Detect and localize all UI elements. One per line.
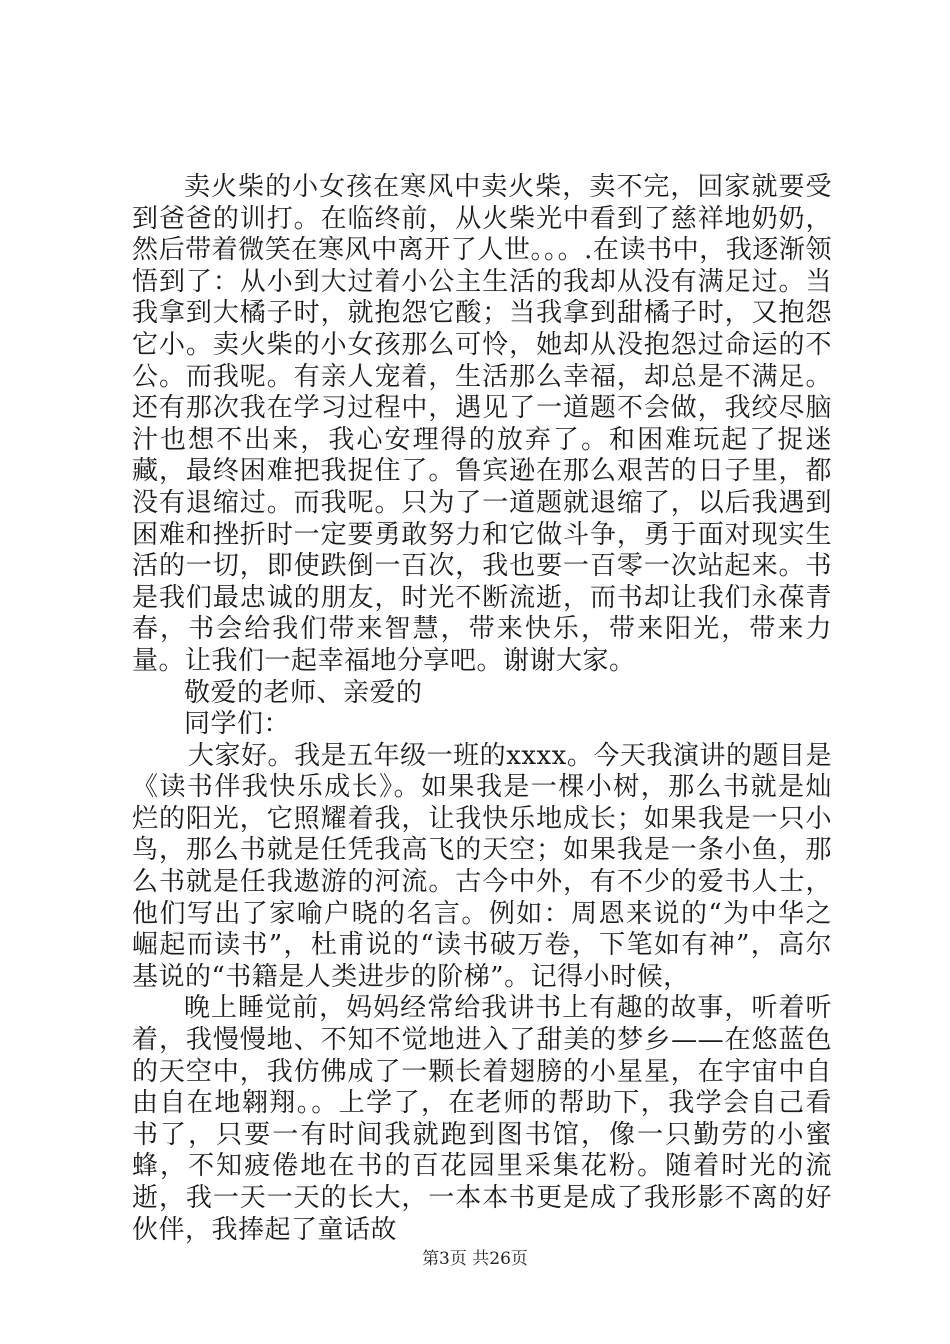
document-body xyxy=(132,172,832,1246)
paragraph-speech-intro: 大家好。我是五年级一班的xxxx。今天我演讲的题目是《读书伴我快乐成长》。如果我是一棵小树，那么书就是灿烂的阳光，它照耀着我，让我快乐地成长；如果我是一只小鸟，那么书就是任凭我高飞的天空；如果我是一条小鱼，那么书就是任我遨游的河流。古今中外，有不少的爱书人士，他们写出了家喻户晓的名言。例如：周恩来说的“为中华之崛起而读书”，杜甫说的“读书破万卷，下笔如有神”，高尔基说的“书籍是人类进步的阶梯”。记得小时候， xyxy=(132,740,832,992)
paragraph-childhood: 晚上睡觉前，妈妈经常给我讲书上有趣的故事，听着听着，我慢慢地、不知不觉地进入了甜美的梦乡——在悠蓝色的天空中，我仿佛成了一颗长着翅膀的小星星，在宇宙中自由自在地翱翔。。上学了，在老师的帮助下，我学会自己看书了，只要一有时间我就跑到图书馆，像一只勤劳的小蜜蜂，不知疲倦地在书的百花园里采集花粉。随着时光的流逝，我一天一天的长大，一本本书更是成了我形影不离的好伙伴，我捧起了童话故 xyxy=(132,993,832,1245)
salutation-line-2: 同学们： xyxy=(184,709,291,740)
salutation-line-1: 敬爱的老师、亲爱的 xyxy=(184,677,423,708)
paragraph-match-girl: 卖火柴的小女孩在寒风中卖火柴，卖不完，回家就要受到爸爸的训打。在临终前，从火柴光中看到了慈祥地奶奶，然后带着微笑在寒风中离开了人世。。。.在读书中，我逐渐领悟到了：从小到大过着小公主生活的我却从没有满足过。当我拿到大橘子时，就抱怨它酸；当我拿到甜橘子时，又抱怨它小。卖火柴的小女孩那么可怜，她却从没抱怨过命运的不公。而我呢。有亲人宠着，生活那么幸福，却总是不满足。还有那次我在学习过程中，遇见了一道题不会做，我绞尽脑汁也想不出来，我心安理得的放弃了。和困难玩起了捉迷藏，最终困难把我捉住了。鲁宾逊在那么艰苦的日子里，都没有退缩过。而我呢。只为了一道题就退缩了，以后我遇到困难和挫折时一定要勇敢努力和它做斗争，勇于面对现实生活的一切，即使跌倒一百次，我也要一百零一次站起来。书是我们最忠诚的朋友，时光不断流逝，而书却让我们永葆青春，书会给我们带来智慧，带来快乐，带来阳光，带来力量。让我们一起幸福地分享吧。谢谢大家。 xyxy=(132,172,832,676)
page-number-footer: 第3页 共26页 xyxy=(422,1249,528,1269)
